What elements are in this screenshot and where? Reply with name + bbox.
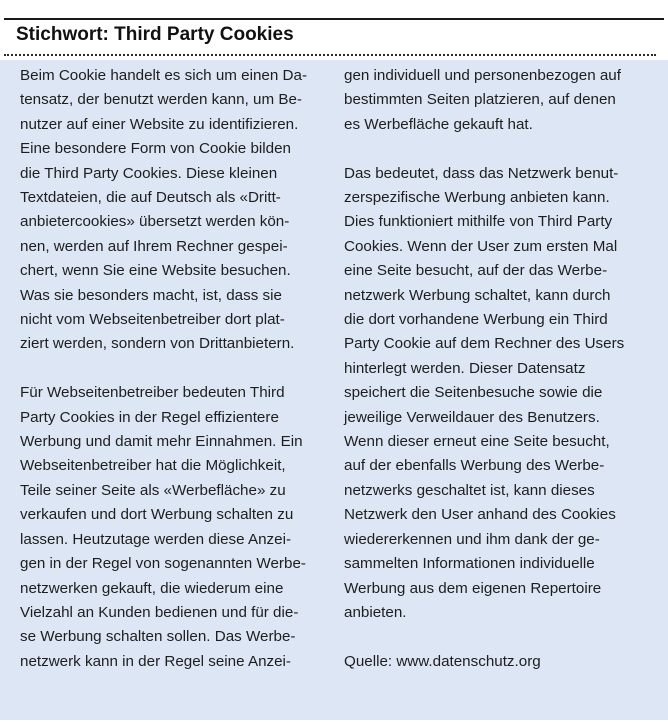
box-title: Stichwort: Third Party Cookies (16, 24, 294, 45)
left-column (20, 64, 326, 674)
paragraph-site-operators: Für Webseitenbetreiber bedeuten Third Party Cookies in der Regel effizientere Werbung und damit mehr Einnahmen. Ein Webseitenbetreiber hat die Möglichkeit, Teile seiner Seite als «Werbefläche» zu verkaufen und dort Werbung schalten zu lassen. Heutzutage werden diese Anzei- gen in der Regel von sogenannten Werbe- netzwerken gekauft, die wiederum eine Vielzahl an Kunden bedienen und für die- se Werbung schalten sollen. Das Werbe- netzwerk kann in der Regel seine Anzei- (20, 384, 306, 670)
source-citation: Quelle: www.datenschutz.org (344, 652, 541, 670)
right-column (344, 64, 656, 674)
dotted-divider (4, 54, 656, 56)
paragraph-continuation: gen individuell und personenbezogen auf bestimmten Seiten platzieren, auf denen es Werbefläche gekauft hat. (344, 67, 621, 133)
top-rule (4, 18, 664, 20)
paragraph-network-tracking: Das bedeutet, dass das Netzwerk benut- zerspezifische Werbung anbieten kann. Dies funktioniert mithilfe von Third Party Cookies. Wenn der User zum ersten Mal eine Seite besucht, auf der das Werbe- netzwerk Werbung schaltet, kann durch die dort vorhandene Werbung ein Third Party Cookie auf dem Rechner des Users hinterlegt werden. Dieser Datensatz speichert die Seitenbesuche sowie die jeweilige Verweildauer des Benutzers. Wenn dieser erneut eine Seite besucht, auf der ebenfalls Werbung des Werbe- netzwerks geschaltet ist, kann dieses Netzwerk den User anhand des Cookies wiedererkennen und ihm dank der ge- sammelten Informationen individuelle Werbung aus dem eigenen Repertoire anbieten. (344, 164, 625, 621)
paragraph-cookie-definition: Beim Cookie handelt es sich um einen Da- tensatz, der benutzt werden kann, um Be- nutzer auf einer Website zu identifizieren. Eine besondere Form von Cookie bilden die Third Party Cookies. Diese kleinen Textdateien, die auf Deutsch als «Dritt- anbietercookies» übersetzt werden kön- nen, werden auf Ihrem Rechner gespei- chert, wenn Sie eine Website besuchen. Was sie besonders macht, ist, dass sie nicht vom Webseitenbetreiber dort plat- ziert werden, sondern von Drittanbietern. (20, 67, 308, 353)
